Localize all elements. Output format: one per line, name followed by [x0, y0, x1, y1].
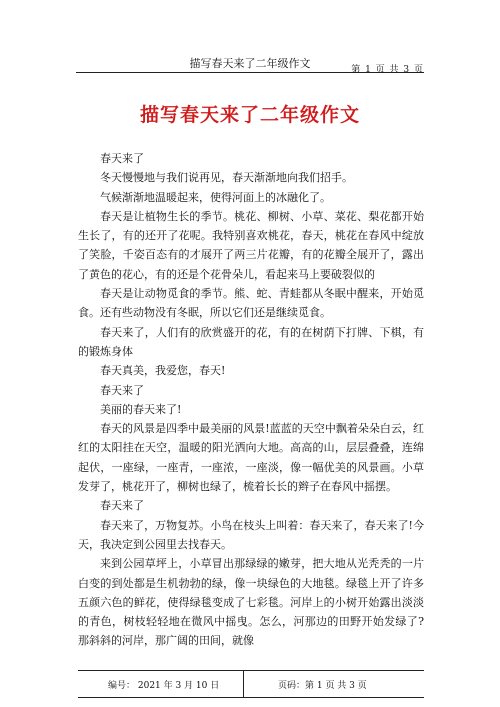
- header-page-info: 第 1 页 共 3 页: [351, 65, 424, 75]
- paragraph: 春天真美，我爱您，春天!: [100, 364, 226, 378]
- page-footer: [78, 670, 424, 698]
- paragraph: 气候渐渐地温暖起来，使得河面上的冰融化了。: [100, 190, 331, 204]
- footer-number: 编号： 2021 年 3 月 10 日: [108, 681, 220, 691]
- document-body: [78, 149, 424, 651]
- paragraph: 春天来了，人们有的欣赏盛开的花，有的在树荫下打牌、下棋，有的锻炼身体: [78, 325, 424, 358]
- paragraph: 春天是让植物生长的季节。桃花、柳树、小草、菜花、梨花都开始生长了，有的还开了花呢。我特别喜欢桃花，春天，桃花在春风中绽放了笑脸，千姿百态有的才展开了两三片花瓣，有的花瓣全展开了，露出了黄色的花心，有的还是个花骨朵儿，看起来马上要破裂似的: [78, 209, 424, 281]
- paragraph: 冬天慢慢地与我们说再见，春天渐渐地向我们招手。: [100, 171, 353, 185]
- footer-page-number: 页码：第 1 页 共 3 页: [278, 681, 367, 691]
- paragraph: 春天是让动物觅食的季节。熊、蛇、青蛙都从冬眠中醒来，开始觅食。还有些动物没有冬眠，所以它们还是继续觅食。: [78, 287, 424, 320]
- footer-divider: [243, 671, 244, 697]
- paragraph: 春天来了: [100, 499, 144, 513]
- paragraph: 春天的风景是四季中最美丽的风景!蓝蓝的天空中飘着朵朵白云，红红的太阳挂在天空，温暖的阳光洒向大地。高高的山，层层叠叠，连绵起伏，一座绿，一座青，一座浓，一座淡，像一幅优美的风景画。小草发芽了，桃花开了，柳树也绿了，梳着长长的辫子在春风中摇摆。: [78, 422, 424, 494]
- paragraph: 春天来了，万物复苏。小鸟在枝头上叫着：春天来了，春天来了!今天，我决定到公园里去找春天。: [78, 518, 424, 551]
- paragraph: 春天来了: [100, 152, 144, 165]
- page-header: [76, 52, 424, 73]
- document-title: 描写春天来了二年级作文: [139, 104, 360, 126]
- paragraph: 春天来了: [100, 383, 144, 397]
- paragraph: 美丽的春天来了!: [100, 402, 182, 416]
- header-title: 描写春天来了二年级作文: [189, 57, 311, 70]
- paragraph: 来到公园草坪上，小草冒出那绿绿的嫩芽，把大地从光秃秃的一片白变的到处都是生机勃勃的绿，像一块绿色的大地毯。绿毯上开了许多五颜六色的鲜花，使得绿毯变成了七彩毯。河岸上的小树开始露出淡淡的青色，树枝轻轻地在微风中摇曳。怎么，河那边的田野开始发绿了?那斜斜的河岸，那广阔的田间，就像: [78, 557, 424, 648]
